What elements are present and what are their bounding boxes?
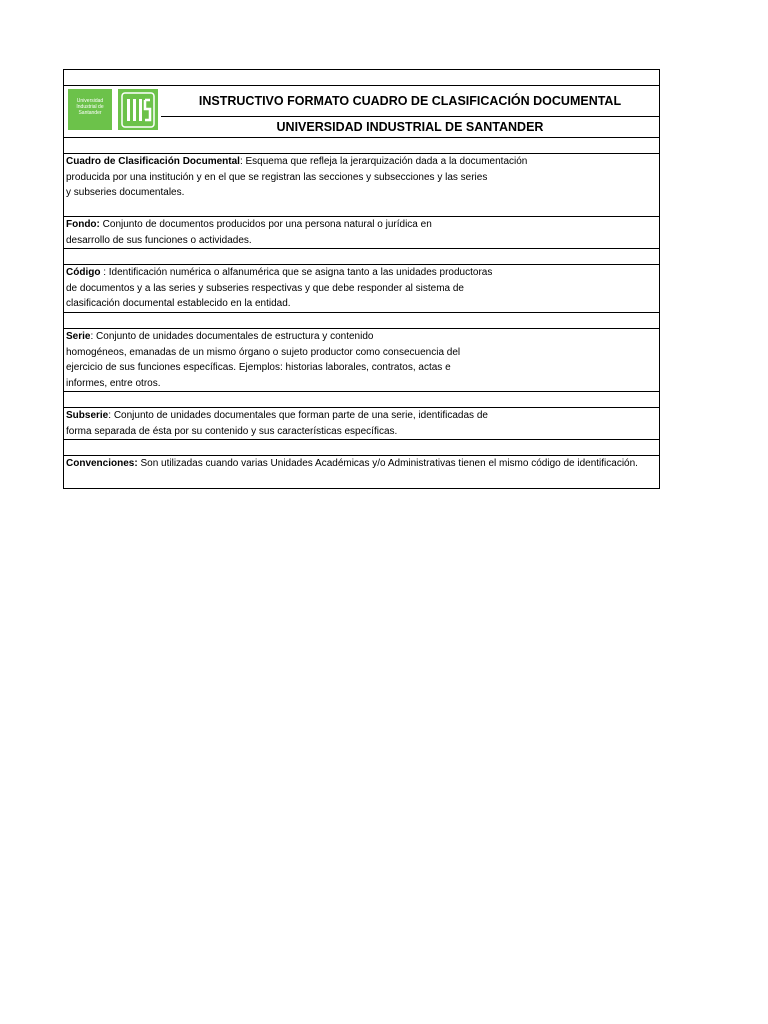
definition-separator: : bbox=[90, 331, 97, 342]
definition-fondo bbox=[64, 217, 659, 249]
uis-logo bbox=[68, 89, 161, 132]
uis-emblem-icon bbox=[118, 89, 158, 130]
definition-term: Código bbox=[66, 267, 101, 278]
blank-row bbox=[64, 249, 659, 265]
definition-text: Esquema que refleja la jerarquización dada a la documentación producida por una institución y en el que se registran las secciones y subsecciones y las series y subseries documentales. bbox=[66, 156, 528, 199]
definition-text: Son utilizadas cuando varias Unidades Académicas y/o Administrativas tienen el mismo código de identificación. bbox=[140, 458, 638, 469]
definition-codigo bbox=[64, 265, 659, 313]
definition-cuadro bbox=[64, 154, 659, 217]
definition-term: Convenciones: bbox=[66, 458, 138, 469]
blank-row bbox=[64, 440, 659, 456]
definition-separator: : bbox=[100, 267, 109, 278]
document-header bbox=[64, 86, 659, 138]
definition-separator: : bbox=[108, 410, 114, 421]
document-title: INSTRUCTIVO FORMATO CUADRO DE CLASIFICACIÓN DOCUMENTAL bbox=[161, 86, 659, 117]
definition-text: Conjunto de unidades documentales que forman parte de una serie, identificadas de forma separada de ésta por su contenido y sus características específicas. bbox=[66, 410, 488, 437]
blank-row bbox=[64, 392, 659, 408]
definition-serie bbox=[64, 329, 659, 392]
definition-subserie bbox=[64, 408, 659, 440]
logo-wordmark: Universidad Industrial de Santander bbox=[68, 89, 112, 130]
definition-text: Conjunto de unidades documentales de estructura y contenido homogéneos, emanadas de un mismo órgano o sujeto productor como consecuencia del ejercicio de sus funciones específicas. Ejemplos: historias laborales, contratos, actas e informes, entre otros. bbox=[66, 331, 461, 390]
institution-name: UNIVERSIDAD INDUSTRIAL DE SANTANDER bbox=[276, 120, 544, 134]
definition-text: Identificación numérica o alfanumérica que se asigna tanto a las unidades productoras de documentos y a las series y subseries respectivas y que debe responder al sistema de clasificación documental establecido en la entidad. bbox=[66, 267, 493, 310]
definition-term: Subserie bbox=[66, 410, 109, 421]
definition-term: Fondo: bbox=[66, 219, 100, 230]
classification-sheet bbox=[63, 69, 660, 489]
definition-term: Cuadro de Clasificación Documental bbox=[66, 156, 240, 167]
definition-separator: : bbox=[239, 156, 246, 167]
definition-text: Conjunto de documentos producidos por una persona natural o jurídica en desarrollo de sus funciones o actividades. bbox=[66, 219, 432, 246]
blank-row bbox=[64, 138, 659, 154]
blank-row bbox=[64, 313, 659, 329]
definition-convenciones bbox=[64, 456, 659, 488]
blank-row bbox=[64, 70, 659, 86]
definition-term: Serie bbox=[66, 331, 91, 342]
